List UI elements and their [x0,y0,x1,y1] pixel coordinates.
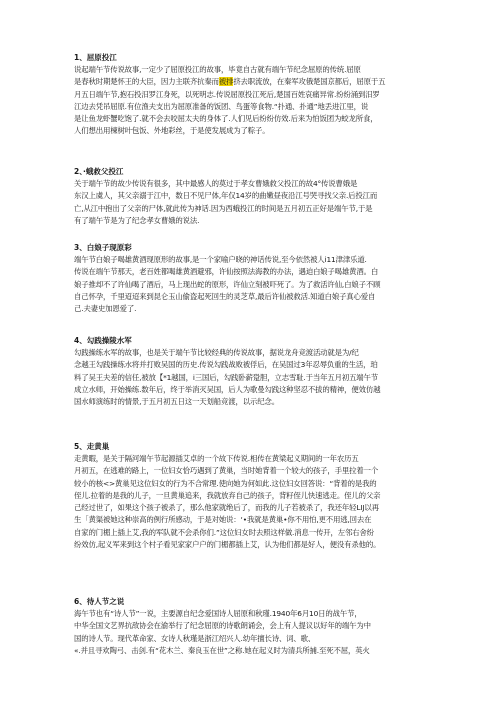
section-cao-e [74,166,482,227]
paragraph-line: 月初五，在逃难的路上，一位妇女恰巧遇到了黄巢，当时她背着一个较大的孩子，手里拉着一个 [74,466,379,476]
paragraph-line: «.并且寻欢陶弓、击剑.有“花木兰、秦良玉在世”之称.她在起义时为清兵所捕.至死不屈，英火 [74,645,370,655]
section-poets-day [74,596,482,657]
section-heading: 3、白娘子现原彩 [74,243,132,252]
paragraph-line: 较小的核<>黄巢见这位妇女的行为不合常理.使向她为何如此.这位妇女回答说：“背着的是我的 [74,478,377,488]
section-heading: 2、·蛾救父投江 [74,167,124,176]
paragraph-line: 中华全国文艺界抗敌协会在渝举行了纪念屈原的诗歌朗诵会，会上有人提议以好年的端午为中 [74,621,371,631]
paragraph-line: 月五日端午节,抱石投汨罗江身死，以死明志.传说屈原投江死后,楚国百姓哀痛异常.纷纷涌到汨罗 [74,89,380,99]
paragraph-line: 己经过世了，如果这个孩子被杀了，那么他家就绝后了，而我的儿子若被杀了，我还年轻LIJ以再 [74,503,379,513]
section-bai-niangzi [74,242,482,315]
paragraph-line: 料了吴王夫差的信任,被放【*1越国，i三国后，勾践卧薪跫胆，立志雪耻.于当年五月初五端午节 [74,372,379,382]
highlight-mark: 被排 [218,77,234,87]
paragraph-line: 成立水师，开始操练.数年后，终于举消灭吴国，后人为歌曼勾践这种坚忍不拔的精神，便效仿越 [74,384,381,394]
section-heading: 6、待人节之说 [74,597,125,606]
paragraph-line: 端午节白娘子喝雄黄酒现原形的故事,是一个家喻户晓的神话传说,至今依然被人i11津津乐道. [74,255,367,264]
section-huang-chao [74,441,482,551]
section-qu-yuan [74,52,482,138]
section-gou-jian [74,335,482,408]
paragraph-line: 纷效仿,起义军来到这个村子看见家家户户的门楣都插上艾，认为他们都是好人，便没有杀他的。 [74,540,381,550]
paragraph-line: 自己怀孕，千里迢迢来到昆仑玉山偷盗起死回生的灵芝草,最后许仙被救活.知道白娘子真心爱自 [74,291,376,301]
paragraph-line: 己.夫妻史加恩爱了. [74,304,137,314]
paragraph-line: 娘子推却不了许仙喝了酒后，马上现出蛇的原形，许仙立刻被吓死了。为了救活许仙,白娘子不顾 [74,279,381,289]
paragraph-line: 勾践操练水军的故事，也是关于端午节比较经典的传说故事，据说龙舟竞渡活动就是为/纪 [74,348,359,357]
paragraph-line: 走黄暇，是关于隔河端午节起源插艾卓的一个故下传说.相传在黄梁起义期间的一年农历五 [74,454,359,463]
paragraph-line: 念越王勾践操练水将并打败吴国的历史.传说勾践战败被俘后，在吴国过3年忍辱负重的生活，珀 [74,360,378,370]
section-heading: 1、屈原投江 [74,53,117,62]
paragraph-line: 关于端午节的故少传说有很多，其中最感人的莫过于孝女曹娥救父投江的故4°传说曹娥是 [74,179,358,188]
paragraph-line: 侄儿.拉着的是我的儿子，一旦黄巢追来，我就放弃自己的孩子，背籽侄儿快速逃走。侄儿的父亲 [74,490,381,500]
section-heading: 5、走黄巢 [74,442,110,451]
paragraph-line: 东汉上虞人，其父亲溺于江中，数日不见尸体,年仅14岁的曲嫩昼夜沿江号哭寻找父亲.后投江而 [74,191,378,201]
paragraph-line: 是春秋时期楚怀王的大臣，因力主联齐抗秦而被排挤去职流放，在秦军攻俄楚国京都后，屈原于五 [74,77,386,87]
section-heading: 4、勾践操陵水军 [74,336,132,345]
paragraph-line: 说起端午节传说故事,一定少了屈原投江的故事，毕竟自古就有端午节纪念屈原的传统.屈原 [74,65,361,74]
paragraph-line: 人们想出用楝树叶包饭、外地彩丝，于是使发展成为了粽子。 [74,126,270,136]
paragraph-line: 是让鱼龙虾蟹吃饱了.就不会去咬屈太夫的身体了.人们见后纷纷仿效.后来为怕饭团为蛟龙所食， [74,114,378,124]
paragraph-line: 国的诗人节。现代革命家、女诗人秋瑾是浙江绍兴人.幼年擅长诗、词、歌、 [74,633,316,643]
paragraph-line: 自家的门楣上插上艾,我的军队就不会杀你们.”这位妇女时去照这样做.消息一传开，左邻右舍纷 [74,527,374,537]
paragraph-line: 亡,从江中抱出了父亲的尸体,就此传为神话.因为西蛾投江的时间是五月初五正好是端午节,于是 [74,203,373,213]
paragraph-line: 江边去凭吊屈原.有位渔夫支出为屈原准备的饭团、鸟蛋等食物.“扑通、扑通”地丢进江里，说 [74,101,369,111]
paragraph-line: 生「黄渠被她这种崇高的例行所感动，于是对她说：‘•我就是黄巢•你不用怕,更不用逃,回去在 [74,515,372,525]
paragraph-line: 国水师演练时的情景,于五月初五日这一天划船竞渡，以示纪念。 [74,397,279,407]
paragraph-line: 海午节也有“诗人节”一说，主要源自纪念爱国诗人屈原和秋瑾.1940年6月10日的战午节， [74,609,362,618]
paragraph-line: 传说在端午节那天，老百姓都喝雄黄酒避邪，许仙按照法海教的办法，遇迫白娘子喝雄黄酒。白 [74,267,379,277]
paragraph-line: 有了端午节是为了纪念孝女曹娥的说法. [74,215,200,225]
